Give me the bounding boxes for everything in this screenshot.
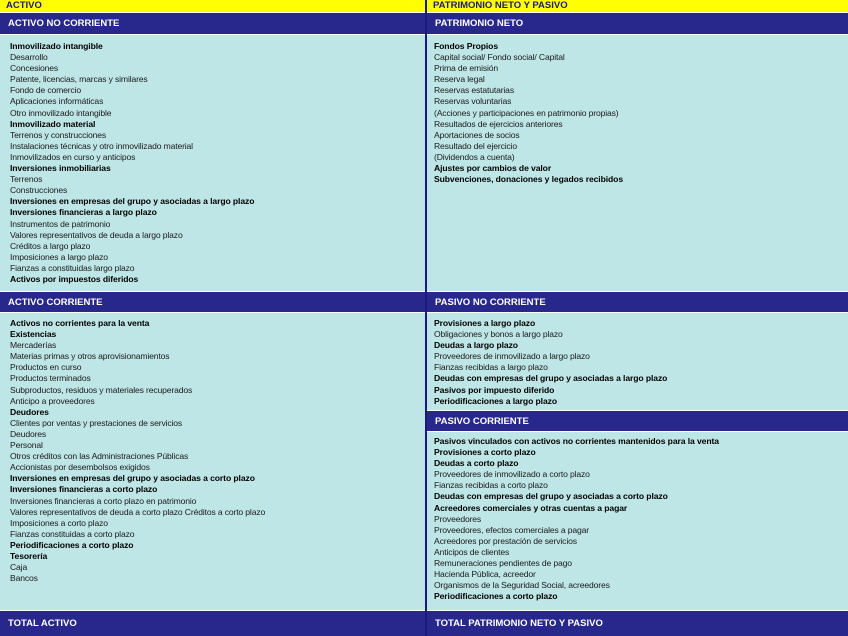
- line-item-heading: Inmovilizado intangible: [10, 41, 103, 51]
- line-item-heading: Existencias: [10, 329, 57, 340]
- line-item: Aportaciones de socios: [434, 129, 520, 140]
- line-item-heading: Inversiones en empresas del grupo y asociadas a largo plazo: [10, 196, 255, 207]
- section-pasivo-no-corriente-title: PASIVO NO CORRIENTE: [427, 292, 848, 312]
- line-item: Valores representativos de deuda a largo plazo: [10, 229, 183, 240]
- line-item: Resultados de ejercicios anteriores: [434, 118, 563, 129]
- line-item-heading: Ajustes por cambios de valor: [434, 163, 552, 174]
- line-item-heading: Deudas a corto plazo: [434, 458, 519, 469]
- line-item: Subproductos, residuos y materiales recuperados: [10, 384, 193, 395]
- line-item: Créditos a largo plazo: [10, 240, 91, 251]
- line-item: Fianzas recibidas a corto plazo: [434, 480, 548, 491]
- line-item: Proveedores: [434, 513, 482, 524]
- line-item-heading: Activos no corrientes para la venta: [10, 318, 150, 328]
- line-item: Accionistas por desembolsos exigidos: [10, 462, 150, 473]
- line-item: Anticipos de clientes: [434, 546, 510, 557]
- line-item: Capital social/ Fondo social/ Capital: [434, 52, 565, 63]
- line-item: Fianzas a constituidas largo plazo: [10, 262, 135, 273]
- column-divider: [425, 0, 427, 636]
- line-item-heading: Deudores: [10, 406, 49, 417]
- line-item: Reserva legal: [434, 74, 485, 85]
- line-item: Materias primas y otros aprovisionamientos: [10, 351, 170, 362]
- line-item: Aplicaciones informáticas: [10, 96, 104, 107]
- line-item: (Dividendos a cuenta): [434, 151, 515, 162]
- line-item: Otros créditos con las Administraciones Públicas: [10, 451, 189, 462]
- section-activo-corriente-title: ACTIVO CORRIENTE: [0, 292, 425, 312]
- line-item: Desarrollo: [10, 52, 48, 63]
- activo-no-corriente-list: [0, 35, 425, 291]
- line-item-heading: Periodificaciones a corto plazo: [10, 539, 134, 550]
- line-item: Productos en curso: [10, 362, 82, 373]
- line-item-heading: Inversiones inmobiliarias: [10, 163, 111, 174]
- line-item-heading: Provisiones a largo plazo: [434, 318, 536, 328]
- line-item: Instalaciones técnicas y otro inmovilizado material: [10, 140, 193, 151]
- line-item: Clientes por ventas y prestaciones de servicios: [10, 417, 183, 428]
- line-item: Anticipo a proveedores: [10, 395, 95, 406]
- line-item-heading: Activos por impuestos diferidos: [10, 273, 139, 284]
- line-item: Personal: [10, 440, 43, 451]
- line-item: Organismos de la Seguridad Social, acreedores: [434, 580, 610, 591]
- line-item-heading: Deudas a largo plazo: [434, 340, 518, 351]
- line-item: Proveedores de inmovilizado a corto plazo: [434, 469, 590, 480]
- line-item: Deudores: [10, 428, 47, 439]
- line-item: Reservas voluntarias: [434, 96, 512, 107]
- line-item-heading: Fondos Propios: [434, 41, 499, 51]
- line-item: Acreedores por prestación de servicios: [434, 535, 577, 546]
- line-item: Obligaciones y bonos a largo plazo: [434, 329, 563, 340]
- line-item: Otro inmovilizado intangible: [10, 107, 112, 118]
- line-item: Terrenos y construcciones: [10, 129, 107, 140]
- line-item-heading: Pasivos por impuesto diferido: [434, 384, 555, 395]
- line-item: Fianzas recibidas a largo plazo: [434, 362, 548, 373]
- line-item: Resultado del ejercicio: [434, 140, 518, 151]
- line-item-heading: Inversiones financieras a largo plazo: [10, 207, 157, 218]
- line-item: Remuneraciones pendientes de pago: [434, 558, 572, 569]
- section-pasivo-corriente-title: PASIVO CORRIENTE: [427, 411, 848, 431]
- pasivo-corriente-list: [427, 432, 848, 610]
- line-item: Instrumentos de patrimonio: [10, 218, 111, 229]
- line-item-heading: Inmovilizado material: [10, 118, 96, 129]
- total-activo: TOTAL ACTIVO: [0, 611, 425, 636]
- line-item: Inmovilizados en curso y anticipos: [10, 151, 136, 162]
- line-item: Hacienda Pública, acreedor: [434, 569, 536, 580]
- line-item: Mercaderías: [10, 340, 57, 351]
- activo-corriente-list: [0, 313, 425, 610]
- line-item: Terrenos: [10, 174, 43, 185]
- line-item: Patente, licencias, marcas y similares: [10, 74, 148, 85]
- line-item: Prima de emisión: [434, 63, 498, 74]
- line-item-heading: Tesorería: [10, 550, 48, 561]
- line-item: Bancos: [10, 573, 38, 584]
- line-item-heading: Acreedores comerciales y otras cuentas a pagar: [434, 502, 628, 513]
- pasivo-no-corriente-list: [427, 313, 848, 410]
- line-item: Construcciones: [10, 185, 68, 196]
- line-item: Imposiciones a corto plazo: [10, 517, 108, 528]
- line-item: (Acciones y participaciones en patrimonio propias): [434, 107, 619, 118]
- line-item-heading: Deudas con empresas del grupo y asociadas a largo plazo: [434, 373, 668, 384]
- line-item-heading: Periodificaciones a corto plazo: [434, 591, 558, 602]
- line-item-heading: Pasivos vinculados con activos no corrientes mantenidos para la venta: [434, 436, 719, 446]
- section-patrimonio-neto-title: PATRIMONIO NETO: [427, 13, 848, 34]
- total-patrimonio-pasivo: TOTAL PATRIMONIO NETO Y PASIVO: [427, 611, 848, 636]
- line-item: Imposiciones a largo plazo: [10, 251, 108, 262]
- line-item: Fondo de comercio: [10, 85, 82, 96]
- patrimonio-neto-list: [427, 35, 848, 291]
- line-item: Valores representativos de deuda a corto plazo Créditos a corto plazo: [10, 506, 266, 517]
- line-item: Reservas estatutarias: [434, 85, 514, 96]
- line-item: Proveedores, efectos comerciales a pagar: [434, 524, 589, 535]
- section-activo-no-corriente-title: ACTIVO NO CORRIENTE: [0, 13, 425, 34]
- line-item-heading: Inversiones financieras a corto plazo: [10, 484, 158, 495]
- line-item-heading: Provisiones a corto plazo: [434, 447, 536, 458]
- line-item: Productos terminados: [10, 373, 91, 384]
- line-item: Fianzas constituidas a corto plazo: [10, 528, 135, 539]
- line-item-heading: Inversiones en empresas del grupo y asociadas a corto plazo: [10, 473, 255, 484]
- header-activo: ACTIVO: [0, 0, 425, 12]
- line-item: Proveedores de inmovilizado a largo plazo: [434, 351, 590, 362]
- line-item-heading: Deudas con empresas del grupo y asociadas a corto plazo: [434, 491, 668, 502]
- line-item-heading: Subvenciones, donaciones y legados recibidos: [434, 174, 624, 185]
- line-item: Concesiones: [10, 63, 59, 74]
- line-item: Inversiones financieras a corto plazo en patrimonio: [10, 495, 197, 506]
- line-item-heading: Periodificaciones a largo plazo: [434, 395, 557, 406]
- header-patrimonio-pasivo: PATRIMONIO NETO Y PASIVO: [427, 0, 848, 12]
- line-item: Caja: [10, 562, 28, 573]
